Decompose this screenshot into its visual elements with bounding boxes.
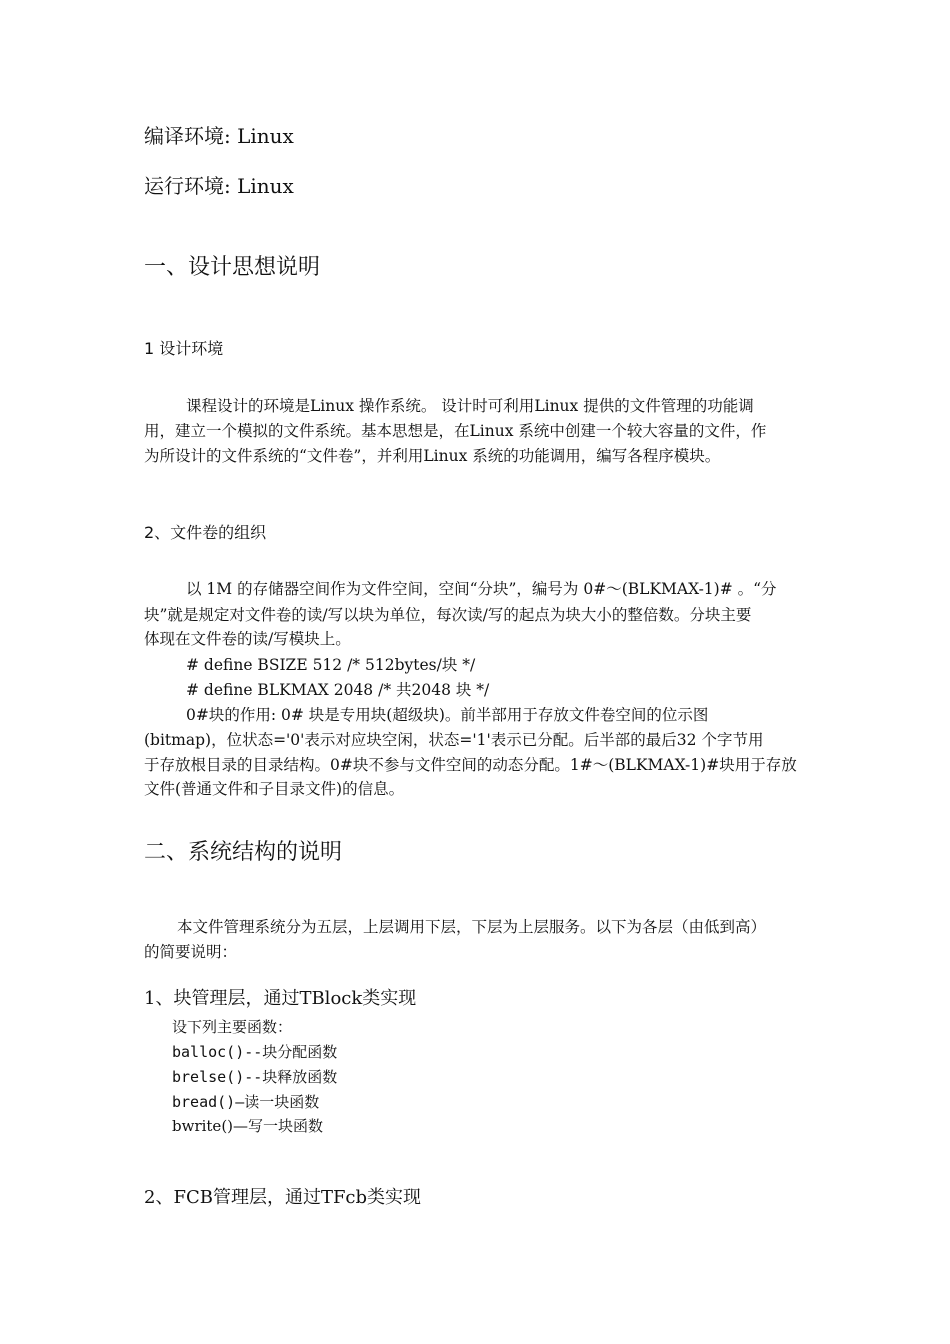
compile-env: 编译环境: Linux xyxy=(144,124,294,148)
run-env: 运行环境: Linux xyxy=(144,174,294,198)
paragraph-line: 0#块的作用: 0# 块是专用块(超级块)。前半部用于存放文件卷空间的位示图 xyxy=(186,706,709,724)
code-define-blkmax: # define BLKMAX 2048 /* 共2048 块 */ xyxy=(186,681,490,699)
code-define-bsize: # define BSIZE 512 /* 512bytes/块 */ xyxy=(186,656,476,674)
layer-2-title: 2、FCB管理层，通过TFcb类实现 xyxy=(144,1187,422,1208)
paragraph-line: 于存放根目录的目录结构。0#块不参与文件空间的动态分配。1#～(BLKMAX-1)#块用于存放 xyxy=(144,756,797,774)
function-list-intro: 设下列主要函数： xyxy=(172,1018,293,1036)
function-item: brelse()--块释放函数 xyxy=(172,1068,338,1086)
paragraph-line: 文件(普通文件和子目录文件)的信息。 xyxy=(144,780,405,798)
paragraph-line: 课程设计的环境是Linux 操作系统。 设计时可利用Linux 提供的文件管理的功能调 xyxy=(186,397,754,415)
paragraph-line: 以 1M 的存储器空间作为文件空间，空间“分块”，编号为 0#～(BLKMAX-1)# 。“分 xyxy=(186,580,777,598)
paragraph-line: 为所设计的文件系统的“文件卷”，并利用Linux 系统的功能调用，编写各程序模块。 xyxy=(144,447,721,465)
subsection-1-title: 1 设计环境 xyxy=(144,339,224,358)
paragraph-line: 体现在文件卷的读/写模块上。 xyxy=(144,630,351,648)
function-item: bwrite()—写一块函数 xyxy=(172,1117,324,1135)
function-item: balloc()--块分配函数 xyxy=(172,1043,338,1061)
section-2-title: 二、系统结构的说明 xyxy=(144,840,343,865)
paragraph-line: 的简要说明： xyxy=(144,943,238,961)
subsection-2-title: 2、文件卷的组织 xyxy=(144,523,267,542)
paragraph-line: (bitmap)，位状态='0'表示对应块空闲，状态='1'表示已分配。后半部的最后32 个字节用 xyxy=(144,731,764,749)
paragraph-line: 块”就是规定对文件卷的读/写以块为单位，每次读/写的起点为块大小的整倍数。分块主要 xyxy=(144,606,752,624)
section-1-title: 一、设计思想说明 xyxy=(144,255,321,280)
function-item: bread()—读一块函数 xyxy=(172,1093,320,1111)
paragraph-line: 本文件管理系统分为五层，上层调用下层，下层为上层服务。以下为各层（由低到高） xyxy=(177,918,767,936)
layer-1-title: 1、块管理层，通过TBlock类实现 xyxy=(144,988,417,1009)
paragraph-line: 用，建立一个模拟的文件系统。基本思想是，在Linux 系统中创建一个较大容量的文件，作 xyxy=(144,422,767,440)
